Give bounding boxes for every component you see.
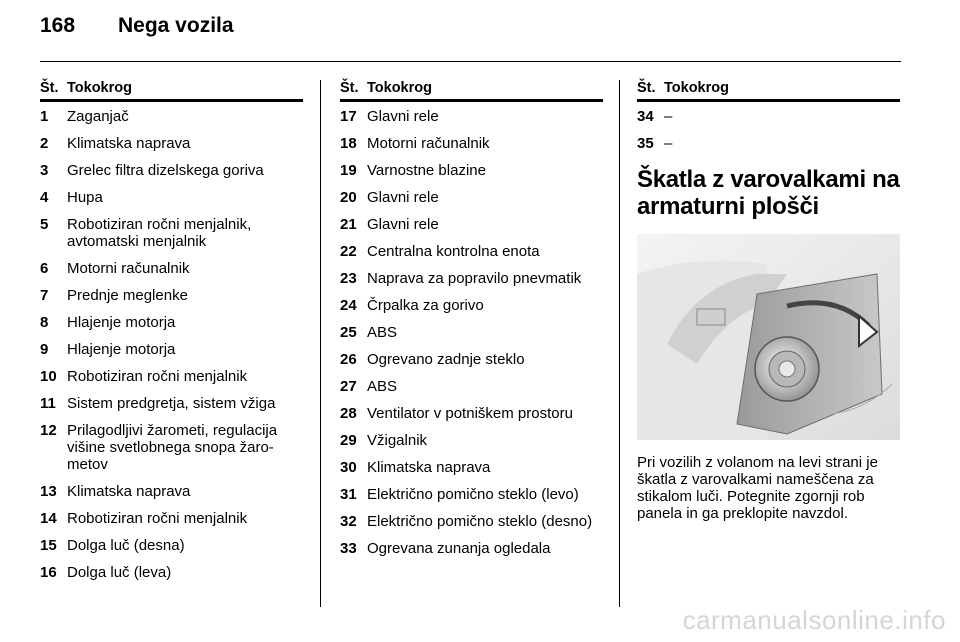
fuse-row: [340, 513, 603, 530]
fuse-circuit: ABS: [367, 324, 398, 341]
fuse-number: 16: [40, 564, 57, 581]
fuse-circuit: Dolga luč (desna): [67, 537, 185, 554]
fuse-circuit: Klimatska naprava: [367, 459, 491, 476]
fuse-row: [40, 422, 303, 473]
fuse-number: 17: [340, 108, 357, 125]
fuse-row: [637, 135, 900, 152]
fuse-circuit: Glavni rele: [367, 108, 439, 125]
fuse-circuit: –: [664, 108, 673, 125]
fuse-number: 2: [40, 135, 49, 152]
fuse-number: 33: [340, 540, 357, 557]
fuse-row: [340, 486, 603, 503]
fuse-number: 22: [340, 243, 357, 260]
fuse-number: 3: [40, 162, 49, 179]
fuse-number: 11: [40, 395, 56, 412]
table-header-num: Št.: [637, 80, 656, 96]
fuse-row: [340, 540, 603, 557]
fuse-number: 12: [40, 422, 57, 439]
fuse-row: [340, 135, 603, 152]
fuse-row: [340, 351, 603, 368]
fuse-circuit: Robotiziran ročni menjalnik, avtomatski menjalnik: [67, 216, 252, 250]
fuse-number: 29: [340, 432, 357, 449]
fuse-circuit: Ogrevano zadnje steklo: [367, 351, 525, 368]
fuse-circuit: Prednje meglenke: [67, 287, 188, 304]
fuse-number: 9: [40, 341, 49, 358]
column-divider-1: [320, 80, 321, 607]
fuse-circuit: Klimatska naprava: [67, 135, 191, 152]
fuse-row: [340, 378, 603, 395]
fuse-circuit: Varnostne blazine: [367, 162, 486, 179]
table-header-label: Tokokrog: [664, 80, 729, 96]
fuse-number: 19: [340, 162, 357, 179]
dashboard-panel-illustration: [637, 234, 900, 440]
fuse-number: 15: [40, 537, 57, 554]
fuse-list: [340, 108, 603, 557]
fuse-row: [340, 189, 603, 206]
fuse-circuit: Električno pomično steklo (desno): [367, 513, 593, 530]
fuse-circuit: Vžigalnik: [367, 432, 428, 449]
fuse-circuit: Robotiziran ročni menjalnik: [67, 510, 248, 527]
fuse-row: [340, 162, 603, 179]
fuse-row: [40, 108, 303, 125]
fuse-column-2: [340, 80, 603, 567]
section-heading: Škatla z varovalkami na armaturni plošči: [637, 166, 900, 220]
fuse-number: 23: [340, 270, 357, 287]
fuse-circuit: Motorni računalnik: [367, 135, 490, 152]
table-header-label: Tokokrog: [67, 80, 132, 96]
fuse-row: [40, 510, 303, 527]
fuse-circuit: Naprava za popravilo pnevmatik: [367, 270, 582, 287]
fuse-number: 25: [340, 324, 357, 341]
fuse-circuit: Centralna kontrolna enota: [367, 243, 540, 260]
fuse-column-3: [637, 80, 900, 522]
fuse-column-1: [40, 80, 303, 591]
fuse-circuit: Motorni računalnik: [67, 260, 190, 277]
fuse-number: 28: [340, 405, 357, 422]
fuse-row: [40, 260, 303, 277]
fuse-circuit: Električno pomično steklo (levo): [367, 486, 579, 503]
fuse-number: 6: [40, 260, 49, 277]
fuse-row: [40, 564, 303, 581]
fuse-number: 20: [340, 189, 357, 206]
fuse-circuit: Ventilator v potniškem prostoru: [367, 405, 573, 422]
fuse-number: 10: [40, 368, 57, 385]
fuse-row: [40, 189, 303, 206]
fuse-circuit: ABS: [367, 378, 398, 395]
fuse-row: [340, 108, 603, 125]
fuse-number: 31: [340, 486, 357, 503]
fuse-row: [40, 537, 303, 554]
fuse-circuit: Grelec filtra dizelskega goriva: [67, 162, 264, 179]
fuse-circuit: Hupa: [67, 189, 103, 206]
table-header-num: Št.: [340, 80, 359, 96]
table-header-label: Tokokrog: [367, 80, 432, 96]
fuse-circuit: Hlajenje motorja: [67, 341, 176, 358]
page-header: [40, 14, 234, 38]
fuse-circuit: Črpalka za gorivo: [367, 297, 484, 314]
fuse-number: 34: [637, 108, 654, 125]
fuse-row: [340, 297, 603, 314]
fuse-circuit: Dolga luč (leva): [67, 564, 172, 581]
fuse-circuit: Robotiziran ročni menjalnik: [67, 368, 248, 385]
fuse-circuit: Sistem predgretja, sistem vžiga: [67, 395, 276, 412]
fuse-row: [40, 368, 303, 385]
fuse-number: 26: [340, 351, 357, 368]
fuse-number: 1: [40, 108, 49, 125]
fuse-number: 27: [340, 378, 357, 395]
fuse-circuit: Zaganjač: [67, 108, 129, 125]
fuse-circuit: Klimatska naprava: [67, 483, 191, 500]
table-header: [40, 80, 303, 102]
fuse-row: [40, 341, 303, 358]
fuse-circuit: Glavni rele: [367, 216, 439, 233]
fuse-number: 18: [340, 135, 357, 152]
header-divider: [40, 61, 901, 62]
table-header-num: Št.: [40, 80, 59, 96]
fuse-row: [340, 405, 603, 422]
fuse-number: 13: [40, 483, 57, 500]
fuse-number: 24: [340, 297, 357, 314]
fuse-row: [40, 135, 303, 152]
fuse-circuit: Prilagodljivi žarometi, regulacija višine svetlobnega snopa žaro-metov: [67, 422, 278, 473]
fuse-circuit: Glavni rele: [367, 189, 439, 206]
fuse-list: [40, 108, 303, 581]
fuse-box-illustration: [637, 234, 900, 440]
fuse-circuit: Hlajenje motorja: [67, 314, 176, 331]
fuse-row: [340, 459, 603, 476]
fuse-circuit: Ogrevana zunanja ogledala: [367, 540, 551, 557]
fuse-list: [637, 108, 900, 152]
fuse-number: 35: [637, 135, 654, 152]
fuse-number: 4: [40, 189, 49, 206]
page-title: Nega vozila: [118, 14, 234, 37]
fuse-number: 14: [40, 510, 57, 527]
fuse-row: [40, 483, 303, 500]
fuse-number: 30: [340, 459, 357, 476]
table-header: [637, 80, 900, 102]
page-number: 168: [40, 14, 76, 37]
fuse-row: [40, 287, 303, 304]
fuse-row: [340, 432, 603, 449]
fuse-row: [40, 395, 303, 412]
fuse-circuit: –: [664, 135, 673, 152]
fuse-number: 5: [40, 216, 49, 233]
fuse-number: 21: [340, 216, 357, 233]
fuse-row: [40, 162, 303, 179]
fuse-row: [340, 270, 603, 287]
section-paragraph: Pri vozilih z volanom na levi strani je škatla z varovalkami nameščena za stikalom luči. Potegnite zgornji rob panela in ga preklopite navzdol.: [637, 454, 878, 522]
fuse-row: [637, 108, 900, 125]
fuse-number: 32: [340, 513, 357, 530]
fuse-number: 8: [40, 314, 49, 331]
watermark: carmanualsonline.info: [682, 605, 946, 635]
fuse-number: 7: [40, 287, 49, 304]
fuse-row: [40, 314, 303, 331]
column-divider-2: [619, 80, 620, 607]
table-header: [340, 80, 603, 102]
fuse-row: [40, 216, 303, 250]
fuse-row: [340, 243, 603, 260]
fuse-row: [340, 216, 603, 233]
fuse-row: [340, 324, 603, 341]
